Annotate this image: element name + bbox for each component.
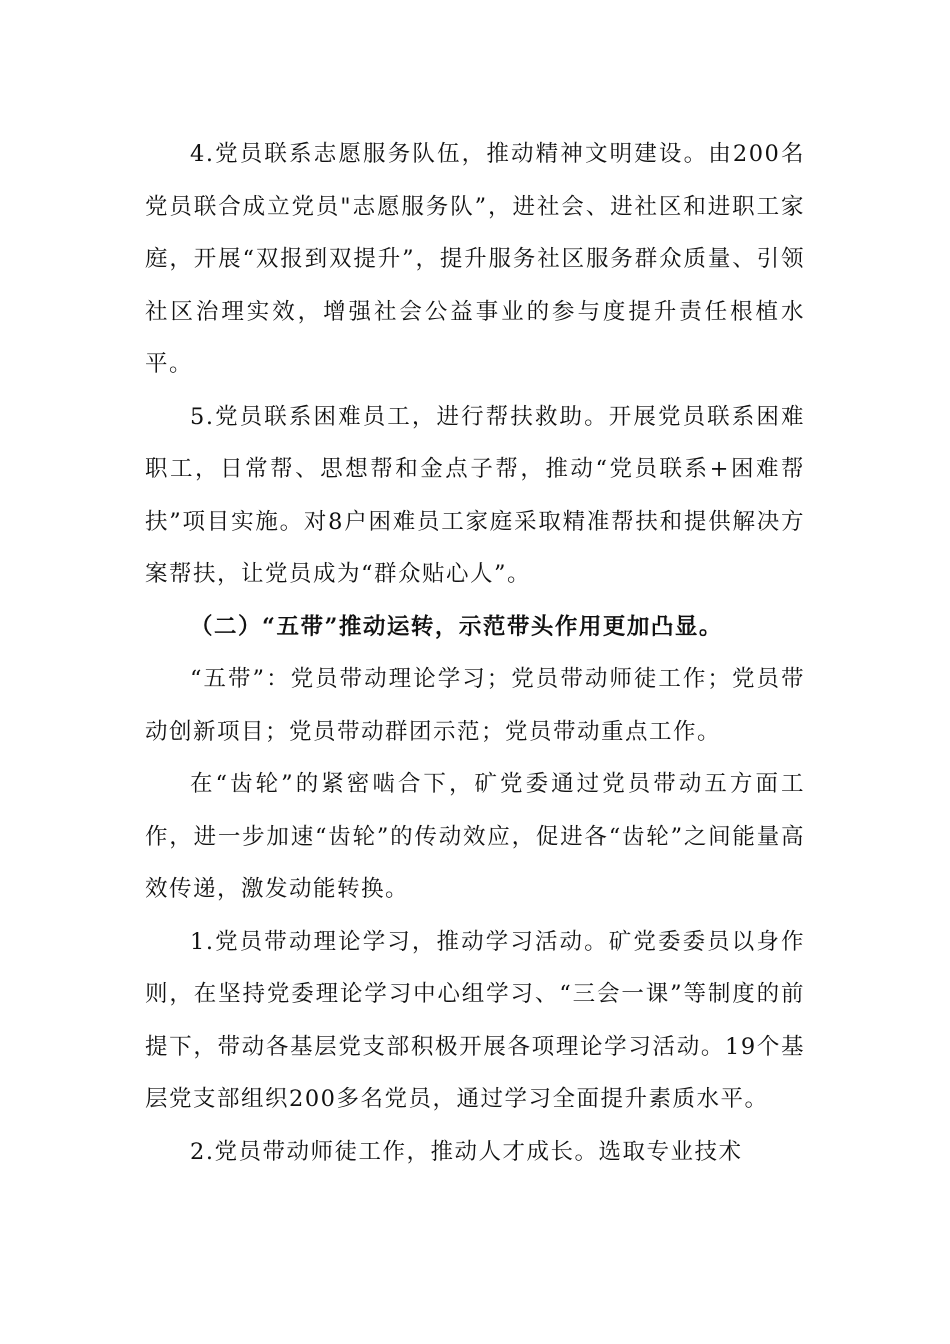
paragraph-gear-meshing: 在“齿轮”的紧密啮合下，矿党委通过党员带动五方面工作，进一步加速“齿轮”的传动效应，促进各“齿轮”之间能量高效传递，激发动能转换。 (145, 771, 805, 902)
paragraph-theory-study: 1.党员带动理论学习，推动学习活动。矿党委委员以身作则，在坚持党委理论学习中心组学习、“三会一课”等制度的前提下，带动各基层党支部积极开展各项理论学习活动。19个基层党支部组织200多名党员，通过学习全面提升素质水平。 (145, 928, 805, 1112)
paragraph-five-leads-definition: “五带”：党员带动理论学习；党员带动师徒工作；党员带动创新项目；党员带动群团示范；党员带动重点工作。 (145, 666, 805, 745)
paragraph-volunteer-service: 4.党员联系志愿服务队伍，推动精神文明建设。由200名党员联合成立党员"志愿服务队”，进社会、进社区和进职工家庭，开展“双报到双提升”，提升服务社区服务群众质量、引领社区治理实效，增强社会公益事业的参与度提升责任根植水平。 (145, 141, 805, 377)
paragraph-hardship-assistance: 5.党员联系困难员工，进行帮扶救助。开展党员联系困难职工，日常帮、思想帮和金点子帮，推动“党员联系+困难帮扶”项目实施。对8户困难员工家庭采取精准帮扶和提供解决方案帮扶，让党员成为“群众贴心人”。 (145, 403, 805, 587)
document-body (145, 128, 805, 1178)
section-heading-five-leads: （二）“五带”推动运转，示范带头作用更加凸显。 (190, 613, 723, 640)
paragraph-mentorship: 2.党员带动师徒工作，推动人才成长。选取专业技术 (190, 1138, 743, 1165)
